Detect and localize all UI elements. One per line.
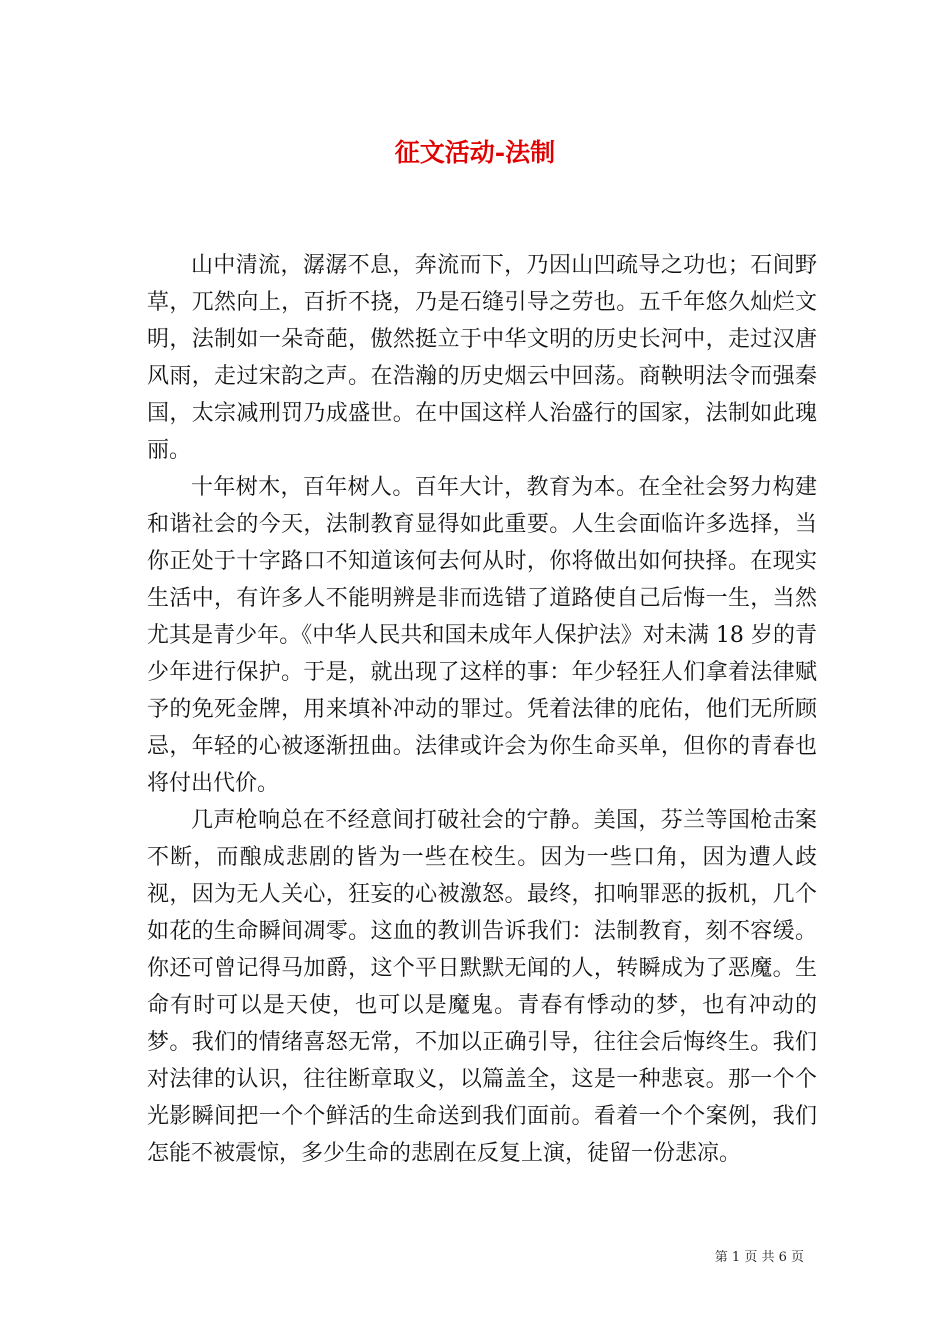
paragraph-3: 几声枪响总在不经意间打破社会的宁静。美国，芬兰等国枪击案不断，而酿成悲剧的皆为一些在校生。因为一些口角，因为遭人歧视，因为无人关心，狂妄的心被激怒。最终，扣响罪恶的扳机，几个如花的生命瞬间凋零。这血的教训告诉我们：法制教育，刻不容缓。你还可曾记得马加爵，这个平日默默无闻的人，转瞬成为了恶魔。生命有时可以是天使，也可以是魔鬼。青春有悸动的梦，也有冲动的梦。我们的情绪喜怒无常，不加以正确引导，往往会后悔终生。我们对法律的认识，往往断章取义，以篇盖全，这是一种悲哀。那一个个光影瞬间把一个个鲜活的生命送到我们面前。看着一个个案例，我们怎能不被震惊，多少生命的悲剧在反复上演，徒留一份悲凉。	[147, 808, 817, 1166]
paragraph-1: 山中清流，潺潺不息，奔流而下，乃因山凹疏导之功也；石间野草，兀然向上，百折不挠，乃是石缝引导之劳也。五千年悠久灿烂文明，法制如一朵奇葩，傲然挺立于中华文明的历史长河中，走过汉唐风雨，走过宋韵之声。在浩瀚的历史烟云中回荡。商鞅明法令而强秦国，太宗减刑罚乃成盛世。在中国这样人治盛行的国家，法制如此瑰丽。	[147, 253, 817, 463]
page-number-footer: 第 1 页 共 6 页	[714, 1250, 804, 1265]
document-body	[147, 247, 817, 1172]
paragraph-2: 十年树木，百年树人。百年大计，教育为本。在全社会努力构建和谐社会的今天，法制教育显得如此重要。人生会面临许多选择，当你正处于十字路口不知道该何去何从时，你将做出如何抉择。在现实生活中，有许多人不能明辨是非而选错了道路使自己后悔一生，当然尤其是青少年。《中华人民共和国未成年人保护法》对未满 18 岁的青少年进行保护。于是，就出现了这样的事：年少轻狂人们拿着法律赋予的免死金牌，用来填补冲动的罪过。凭着法律的庇佑，他们无所顾忌，年轻的心被逐渐扭曲。法律或许会为你生命买单，但你的青春也将付出代价。	[147, 475, 817, 796]
document-title: 征文活动-法制	[394, 138, 556, 167]
